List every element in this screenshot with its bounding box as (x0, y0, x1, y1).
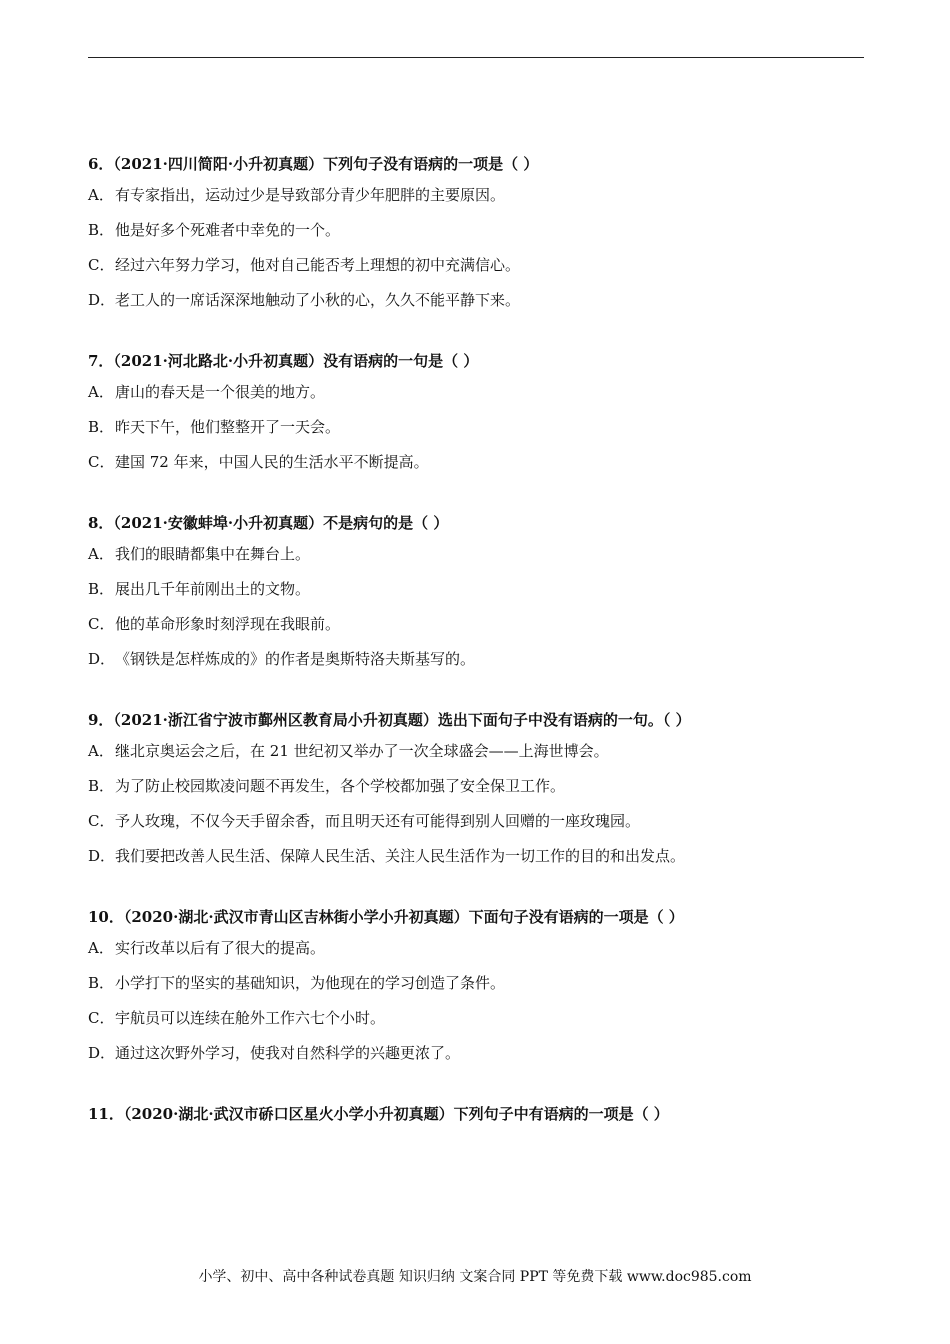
option-text: 展出几千年前刚出土的文物。 (115, 580, 311, 598)
option-letter: C． (88, 256, 115, 274)
option-text: 有专家指出，运动过少是导致部分青少年肥胖的主要原因。 (115, 186, 506, 204)
option-c (88, 607, 864, 642)
option-text: 《钢铁是怎样炼成的》的作者是奥斯特洛夫斯基写的。 (115, 650, 476, 668)
option-text: 唐山的春天是一个很美的地方。 (115, 383, 326, 401)
question-7 (88, 347, 864, 480)
option-text: 实行改革以后有了很大的提高。 (115, 939, 326, 957)
option-text: 我们要把改善人民生活、保障人民生活、关注人民生活作为一切工作的目的和出发点。 (115, 847, 686, 865)
option-a (88, 375, 864, 410)
question-stem: 6．（2021·四川简阳·小升初真题）下列句子没有语病的一项是（ ） (88, 155, 539, 173)
question-stem: 10．（2020·湖北·武汉市青山区吉林街小学小升初真题）下面句子没有语病的一项是（ ） (88, 908, 684, 926)
option-letter: C． (88, 1009, 115, 1027)
question-list (88, 150, 864, 1157)
option-text: 他的革命形象时刻浮现在我眼前。 (115, 615, 341, 633)
option-letter: D． (88, 650, 116, 668)
option-letter: B． (88, 580, 115, 598)
option-text: 予人玫瑰，不仅今天手留余香，而且明天还有可能得到别人回赠的一座玫瑰园。 (115, 812, 641, 830)
option-text: 昨天下午，他们整整开了一天会。 (115, 418, 341, 436)
option-a (88, 734, 864, 769)
option-text: 宇航员可以连续在舱外工作六七个小时。 (115, 1009, 386, 1027)
option-b (88, 966, 864, 1001)
option-letter: B． (88, 974, 115, 992)
question-stem: 11．（2020·湖北·武汉市硚口区星火小学小升初真题）下列句子中有语病的一项是（ ） (88, 1105, 669, 1123)
option-a (88, 537, 864, 572)
option-letter: C． (88, 615, 115, 633)
option-text: 他是好多个死难者中幸免的一个。 (115, 221, 341, 239)
option-c (88, 1001, 864, 1036)
option-b (88, 213, 864, 248)
option-letter: B． (88, 221, 115, 239)
option-letter: B． (88, 418, 115, 436)
header-rule (88, 57, 864, 58)
option-d (88, 839, 864, 874)
option-text: 通过这次野外学习，使我对自然科学的兴趣更浓了。 (115, 1044, 461, 1062)
option-letter: C． (88, 453, 115, 471)
question-stem: 9．（2021·浙江省宁波市鄞州区教育局小升初真题）选出下面句子中没有语病的一句。（ ） (88, 711, 691, 729)
option-letter: D． (88, 1044, 116, 1062)
option-a (88, 931, 864, 966)
option-text: 建国 72 年来，中国人民的生活水平不断提高。 (115, 453, 429, 471)
page-footer: 小学、初中、高中各种试卷真题 知识归纳 文案合同 PPT 等免费下载 www.doc985.com (198, 1269, 752, 1285)
option-d (88, 283, 864, 318)
option-text: 为了防止校园欺凌问题不再发生，各个学校都加强了安全保卫工作。 (115, 777, 566, 795)
option-text: 继北京奥运会之后，在 21 世纪初又举办了一次全球盛会——上海世博会。 (115, 742, 609, 760)
option-letter: A． (88, 186, 114, 204)
option-letter: C． (88, 812, 115, 830)
option-b (88, 769, 864, 804)
option-d (88, 1036, 864, 1071)
option-text: 经过六年努力学习，他对自己能否考上理想的初中充满信心。 (115, 256, 521, 274)
option-letter: A． (88, 383, 114, 401)
question-stem: 7．（2021·河北路北·小升初真题）没有语病的一句是（ ） (88, 352, 479, 370)
question-6 (88, 150, 864, 318)
option-letter: A． (88, 545, 114, 563)
option-d (88, 642, 864, 677)
question-stem: 8．（2021·安徽蚌埠·小升初真题）不是病句的是（ ） (88, 514, 449, 532)
option-c (88, 248, 864, 283)
option-letter: A． (88, 742, 114, 760)
option-b (88, 572, 864, 607)
option-text: 我们的眼睛都集中在舞台上。 (115, 545, 311, 563)
option-letter: D． (88, 291, 116, 309)
question-11 (88, 1100, 864, 1128)
option-text: 老工人的一席话深深地触动了小秋的心，久久不能平静下来。 (115, 291, 521, 309)
option-c (88, 445, 864, 480)
question-9 (88, 706, 864, 874)
option-letter: B． (88, 777, 115, 795)
question-8 (88, 509, 864, 677)
option-a (88, 178, 864, 213)
option-c (88, 804, 864, 839)
option-letter: D． (88, 847, 116, 865)
option-text: 小学打下的坚实的基础知识，为他现在的学习创造了条件。 (115, 974, 506, 992)
question-10 (88, 903, 864, 1071)
option-b (88, 410, 864, 445)
option-letter: A． (88, 939, 114, 957)
